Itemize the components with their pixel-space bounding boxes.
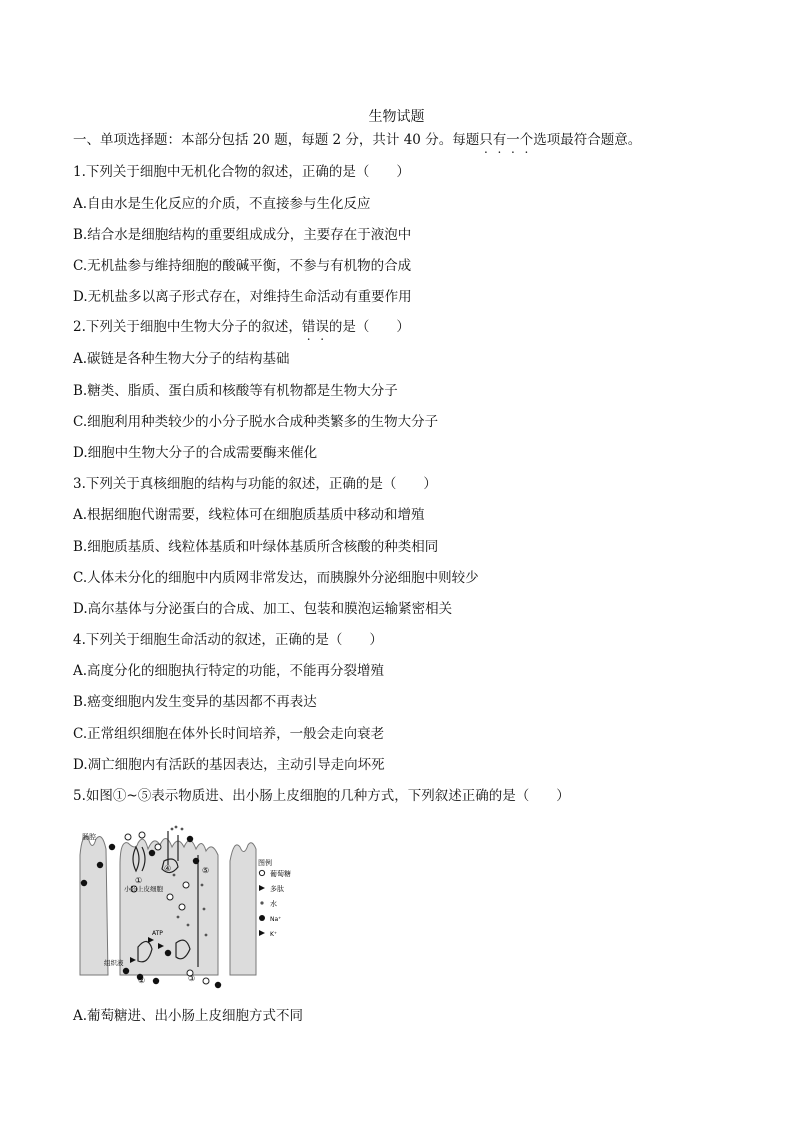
water	[173, 874, 176, 877]
question-1-option-d: D.无机盐多以离子形式存在，对维持生命活动有重要作用	[73, 289, 412, 305]
question-3-option-b: B.细胞质基质、线粒体基质和叶绿体基质所含核酸的种类相同	[73, 539, 439, 555]
emphasis-char: 有	[492, 132, 507, 148]
water	[187, 924, 190, 927]
question-5-stem: 5.如图①~⑤表示物质进、出小肠上皮细胞的几种方式，下列叙述正确的是（ ）	[73, 788, 570, 804]
na-ion	[165, 950, 171, 956]
question-4-option-c: C.正常组织细胞在体外长时间培养，一般会走向衰老	[73, 726, 385, 742]
question-2-option-a: A.碳链是各种生物大分子的结构基础	[73, 351, 290, 367]
section-suffix: 选项最符合题意。	[533, 132, 642, 148]
question-2-stem	[73, 318, 410, 336]
right-cell	[230, 843, 256, 975]
legend-water: 水	[270, 900, 277, 908]
na-ion	[149, 850, 155, 856]
cell-label: 小肠上皮细胞	[124, 885, 163, 893]
na-ion	[193, 858, 199, 864]
atp-label: ATP	[152, 930, 163, 937]
legend-k: K⁺	[270, 931, 278, 938]
question-2-option-b: B.糖类、脂质、蛋白质和核酸等有机物都是生物大分子	[73, 383, 398, 399]
marker-1: ①	[135, 876, 143, 885]
na-ion	[123, 968, 129, 974]
legend-water-icon	[260, 901, 263, 904]
question-4-stem: 4.下列关于细胞生命活动的叙述，正确的是（ ）	[73, 632, 383, 648]
water	[203, 908, 206, 911]
question-3-stem: 3.下列关于真核细胞的结构与功能的叙述，正确的是（ ）	[73, 476, 437, 492]
question-2-option-d: D.细胞中生物大分子的合成需要酶来催化	[73, 445, 318, 461]
na-ion	[215, 982, 221, 988]
intestinal-cell-transport-figure	[78, 825, 306, 995]
question-3-option-c: C.人体未分化的细胞中内质网非常发达，而胰腺外分泌细胞中则较少	[73, 570, 479, 586]
na-ion	[187, 836, 193, 842]
section-instruction	[73, 131, 641, 149]
marker-4: ④	[164, 864, 172, 873]
legend-na: Na⁺	[270, 916, 282, 923]
marker-2: ②	[138, 976, 146, 985]
question-2-stem-a: 2.下列关于细胞中生物大分子的叙述，	[73, 319, 302, 335]
question-1-option-a: A.自由水是生化反应的介质，不直接参与生化反应	[73, 196, 371, 212]
question-1-option-b: B.结合水是细胞结构的重要组成成分，主要存在于液泡中	[73, 227, 412, 243]
emphasis-char: 个	[519, 132, 534, 148]
legend-title: 图例	[258, 859, 272, 867]
marker-3: ③	[188, 974, 196, 983]
water	[177, 916, 180, 919]
emphasis-char: 误	[315, 319, 329, 335]
na-ion	[97, 862, 103, 868]
left-cell	[80, 836, 108, 975]
legend-k-icon	[259, 930, 265, 936]
tissue-fluid-label: 组织液	[104, 959, 124, 967]
glucose	[167, 894, 173, 900]
glucose	[179, 904, 185, 910]
glucose	[203, 978, 209, 984]
question-2-option-c: C.细胞利用种类较少的小分子脱水合成种类繁多的生物大分子	[73, 414, 439, 430]
legend-glucose: 葡萄糖	[270, 870, 291, 878]
marker-5: ⑤	[202, 866, 210, 875]
legend-polypeptide-icon	[259, 885, 265, 891]
na-ion	[153, 978, 159, 984]
question-5-option-a: A.葡萄糖进、出小肠上皮细胞方式不同	[73, 1008, 304, 1024]
section-prefix: 一、单项选择题：本部分包括 20 题，每题 2 分，共计 40 分。每题	[73, 132, 480, 148]
emphasis-char: 一	[506, 132, 520, 148]
emphasis-char: 只	[479, 132, 493, 148]
question-3-option-a: A.根据细胞代谢需要，线粒体可在细胞质基质中移动和增殖	[73, 507, 425, 523]
question-3-option-d: D.高尔基体与分泌蛋白的合成、加工、包装和膜泡运输紧密相关	[73, 601, 453, 617]
question-1-option-c: C.无机盐参与维持细胞的酸碱平衡，不参与有机物的合成	[73, 258, 412, 274]
question-4-option-d: D.凋亡细胞内有活跃的基因表达，主动引导走向坏死	[73, 757, 385, 773]
water	[175, 826, 178, 829]
emphasis-char: 错	[301, 319, 316, 335]
water	[205, 934, 208, 937]
water	[201, 884, 204, 887]
na-ion	[81, 880, 87, 886]
legend-polypeptide: 多肽	[270, 885, 284, 893]
glucose	[139, 832, 145, 838]
question-1-stem: 1.下列关于细胞中无机化合物的叙述，正确的是（ ）	[73, 164, 410, 180]
legend-glucose-icon	[259, 870, 264, 875]
na-ion	[109, 844, 115, 850]
question-4-option-b: B.癌变细胞内发生变异的基因都不再表达	[73, 694, 317, 710]
question-2-stem-b: 的是（ ）	[328, 319, 410, 335]
page-title: 生物试题	[368, 109, 425, 125]
question-4-option-a: A.高度分化的细胞执行特定的功能，不能再分裂增殖	[73, 663, 385, 679]
water	[171, 828, 174, 831]
glucose	[155, 844, 161, 850]
lumen-label: 肠腔	[82, 833, 96, 841]
legend-na-icon	[259, 915, 265, 921]
glucose	[183, 882, 189, 888]
water	[181, 828, 184, 831]
glucose	[125, 834, 131, 840]
figure-svg	[78, 825, 306, 995]
legend	[259, 869, 291, 938]
